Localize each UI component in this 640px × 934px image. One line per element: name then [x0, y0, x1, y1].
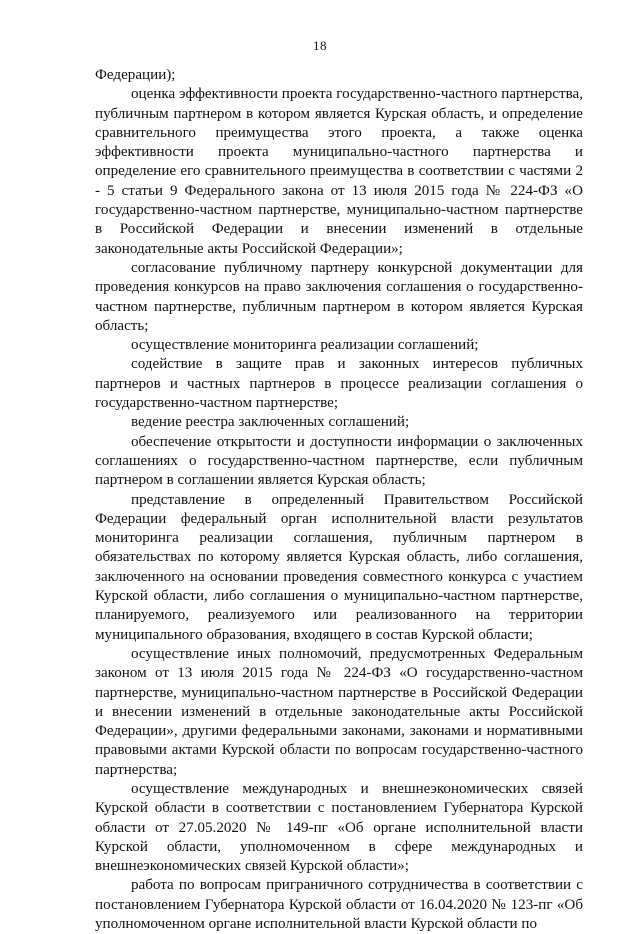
- paragraph-border-cooperation: работа по вопросам приграничного сотрудничества в соответствии с постановлением Губернатора Курской области от 16.04.2020 № 123-пг «Об уполномоченном органе исполнительной власти Курской области по: [95, 877, 583, 933]
- paragraph-other-powers: осуществление иных полномочий, предусмотренных Федеральным законом от 13 июля 2015 года № 224-ФЗ «О государственно-частном партнерстве, муниципально-частном партнерстве в Российской Федерации и внесении изменений в отдельные законодательные акты Российской Федерации», другими федеральными законами, законами и нормативными правовыми актами Курской области по вопросам государственно-частного партнерства;: [95, 645, 583, 778]
- paragraph-continuation: Федерации);: [95, 67, 176, 83]
- paragraph-tender-documentation: согласование публичному партнеру конкурсной документации для проведения конкурсов на право заключения соглашения о государственно-частном партнерстве, публичным партнером в котором является Курская область;: [95, 259, 583, 334]
- paragraph-transparency: обеспечение открытости и доступности информации о заключенных соглашениях о государственно-частном партнерстве, если публичным партнером в соглашении является Курская область;: [95, 433, 583, 489]
- page-number: 18: [313, 38, 327, 53]
- paragraph-project-evaluation: оценка эффективности проекта государственно-частного партнерства, публичным партнером в котором является Курская область, и определение сравнительного преимущества этого проекта, а также оценка эффективности проекта муниципально-частного партнерства и определение его сравнительного преимущества в соответствии с частями 2 - 5 статьи 9 Федерального закона от 13 июля 2015 года № 224-ФЗ «О государственно-частном партнерстве, муниципально-частном партнерстве в Российской Федерации и внесении изменений в отдельные законодательные акты Российской Федерации»;: [95, 86, 583, 257]
- paragraph-monitoring: осуществление мониторинга реализации соглашений;: [131, 337, 479, 354]
- paragraph-registry: ведение реестра заключенных соглашений;: [131, 414, 410, 431]
- paragraph-international-relations: осуществление международных и внешнеэкономических связей Курской области в соответствии с постановлением Губернатора Курской области от 27.05.2020 № 149-пг «Об органе исполнительной власти Курской области, уполномоченном в сфере международных и внешнеэкономических связей Курской области»;: [95, 780, 583, 875]
- paragraph-rights-protection: содействие в защите прав и законных интересов публичных партнеров и частных партнеров в процессе реализации соглашения о государственно-частном партнерстве;: [95, 356, 583, 412]
- document-body: [95, 66, 583, 934]
- paragraph-reporting: представление в определенный Правительством Российской Федерации федеральный орган исполнительной власти результатов мониторинга реализации соглашения, публичным партнером в обязательствах по которому является Курская область, либо соглашения, заключенного на основании проведения совместного конкурса с участием Курской области, либо соглашения о муниципально-частном партнерстве, планируемого, реализуемого или реализованного на территории муниципального образования, входящего в состав Курской области;: [95, 491, 583, 643]
